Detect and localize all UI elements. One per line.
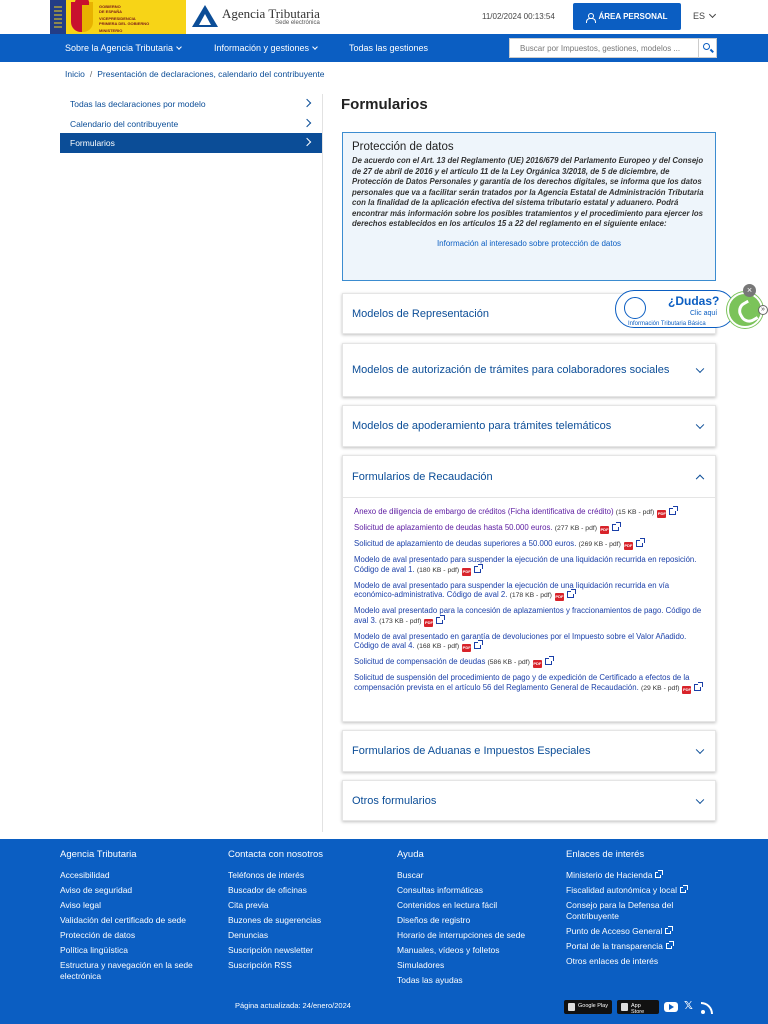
- agencia-logo-icon: [192, 5, 218, 29]
- chevron-down-icon: [176, 44, 182, 50]
- footer-link[interactable]: Simuladores: [397, 960, 445, 970]
- doc-link[interactable]: Solicitud de aplazamiento de deudas superiores a 50.000 euros. (269 KB - pdf) PDF: [354, 539, 703, 550]
- shield-icon: [71, 2, 93, 32]
- dudas-title: ¿Dudas?: [668, 294, 720, 308]
- doc-link[interactable]: Modelo de aval presentado en garantía de devoluciones por el Impuesto sobre el Valor Añadido. Código de aval 4. (168 KB - pdf) PDF: [354, 631, 687, 650]
- doc-link[interactable]: Solicitud de compensación de deudas (586 KB - pdf) PDF: [354, 657, 703, 668]
- datetime: 11/02/2024 00:13:54: [482, 12, 555, 21]
- external-link-icon: [474, 566, 481, 573]
- footer: [0, 839, 768, 1024]
- pdf-icon: PDF: [462, 568, 471, 574]
- external-link-icon: [545, 658, 552, 665]
- footer-link[interactable]: Otros enlaces de interés: [566, 955, 659, 966]
- external-link-icon: [655, 872, 661, 878]
- chevron-right-icon: [303, 99, 311, 107]
- footer-link[interactable]: Buscar: [397, 870, 424, 880]
- footer-link[interactable]: Diseños de registro: [397, 915, 471, 925]
- data-protection-text: De acuerdo con el Art. 13 del Reglamento (UE) 2016/679 del Parlamento Europeo y del Consejo de 27 de abril de 2016 y el artículo 11 de la Ley Orgánica 3/2018, de 5 de diciembre, de Protección de Datos Personales y garantía de los derechos digitales, se informa que los datos personales que va a facilitar serán tratados por la Agencia Estatal de Administración Tributaria con la finalidad de la aplicación efectiva del sistema tributario estatal y aduanero. Podrá encontrar más información sobre los posibles tratamientos y el procedimiento para ejercer los derechos establecidos en los artículos 15 a 22 del reglamento en el siguiente enlace:: [352, 156, 704, 228]
- dudas-bubble[interactable]: [615, 290, 735, 328]
- footer-link[interactable]: Portal de la transparencia: [566, 941, 716, 952]
- assistant-icon: [624, 297, 646, 319]
- breadcrumb-inicio[interactable]: Inicio: [65, 69, 85, 79]
- pdf-icon: PDF: [682, 686, 691, 692]
- footer-link[interactable]: Suscripción newsletter: [228, 945, 314, 955]
- footer-col-title: Agencia Tributaria: [60, 849, 137, 860]
- data-protection-title: Protección de datos: [352, 141, 454, 153]
- gobierno-logo[interactable]: [50, 0, 186, 34]
- external-link-icon: [567, 591, 574, 598]
- user-icon: [586, 13, 594, 21]
- footer-link[interactable]: Aviso de seguridad: [60, 885, 133, 895]
- footer-link[interactable]: Suscripción RSS: [228, 960, 292, 970]
- doc-link[interactable]: Solicitud de suspensión del procedimiento de pago y de expedición de Certificado a efectos de la compensación prevista en el artículo 56 del Reglamento General de Recaudación. (29 KB - pdf) PDF: [354, 673, 703, 694]
- chevron-down-icon: [696, 746, 704, 754]
- chevron-right-icon: [303, 118, 311, 126]
- nav-todas-gestiones[interactable]: Todas las gestiones: [349, 43, 429, 53]
- footer-col-title: Enlaces de interés: [566, 849, 645, 860]
- external-link-icon: [680, 887, 686, 893]
- external-link-icon: [612, 524, 619, 531]
- pdf-icon: PDF: [624, 543, 633, 548]
- chevron-right-icon: [303, 138, 311, 146]
- external-link-icon: [665, 928, 671, 934]
- chevron-down-icon: [709, 11, 716, 18]
- accordion-modelos-autorizacion[interactable]: Modelos de autorización de trámites para colaboradores sociales: [342, 343, 716, 397]
- external-link-icon: [436, 617, 443, 624]
- search-button[interactable]: [699, 38, 717, 58]
- footer-link[interactable]: Contenidos en lectura fácil: [397, 900, 498, 910]
- accordion-otros-formularios[interactable]: Otros formularios: [342, 780, 716, 821]
- doc-link[interactable]: Anexo de diligencia de embargo de créditos (Ficha identificativa de crédito) (15 KB - pdf) PDF: [354, 507, 703, 518]
- accordion-modelos-representacion[interactable]: Modelos de Representación: [342, 293, 716, 334]
- pdf-icon: PDF: [462, 645, 471, 650]
- footer-link[interactable]: Consejo para la Defensa del Contribuyente: [566, 900, 674, 921]
- doc-link[interactable]: Modelo de aval presentado para suspender la ejecución de una liquidación recurrida en reposición. Código de aval 1. (180 KB - pdf) PDF: [354, 555, 697, 574]
- page-title: Formularios: [341, 96, 428, 113]
- data-protection-box: [342, 132, 716, 281]
- footer-col-agencia: [60, 849, 220, 986]
- double-chevron-right-icon[interactable]: »: [758, 305, 768, 315]
- doc-link[interactable]: Solicitud de aplazamiento de deudas hasta 50.000 euros. (277 KB - pdf) PDF: [354, 523, 703, 534]
- accordion-formularios-recaudacion[interactable]: Formularios de Recaudación Anexo de diligencia de embargo de créditos (Ficha identificativa de crédito) (15 KB - pdf) PDF Solicitud de aplazamiento de deudas hasta 50.000 euros. (277 KB - pdf) PDF Solicitud de aplazamiento de deudas superiores a 50.000 euros. (269 KB - pdf) PDF Modelo de aval presentado para suspender la ejecución de una liquidación recurrida en reposición. Código de aval 1. (180 KB - pdf) PDF Modelo de aval presentado para suspender la ejecución de una liquidación recurrida en vía económico-administrativa. Código de aval 2. (178 KB - pdf) PDF Modelo aval presentado para la concesión de aplazamientos y fraccionamientos de pago. Código de aval 3. (173 KB - pdf) PDF Modelo de aval presentado en garantía de devoluciones por el Impuesto sobre el Valor Añadido. Código de aval 4. (168 KB - pdf) PDF Solicitud de compensación de deudas (586 KB - pdf) PDF Solicitud de suspensión del procedimiento de pago y de expedición de Certificado a efectos de la compensación prevista en el artículo 56 del Reglamento General de Recaudación. (29 KB - pdf) PDF: [342, 455, 716, 722]
- external-link-icon: [669, 508, 676, 515]
- sidebar-item-formularios[interactable]: Formularios: [60, 133, 322, 153]
- chevron-down-icon: [696, 421, 704, 429]
- footer-link[interactable]: Protección de datos: [60, 930, 136, 940]
- x-twitter-icon[interactable]: 𝕏: [684, 1000, 693, 1012]
- rss-icon[interactable]: [701, 1000, 715, 1014]
- brand-subtitle: Sede electrónica: [275, 20, 320, 26]
- footer-link[interactable]: Accesibilidad: [60, 870, 110, 880]
- external-link-icon: [474, 642, 481, 649]
- search-input[interactable]: Buscar por Impuestos, gestiones, modelos ...: [509, 38, 699, 58]
- data-protection-link[interactable]: Información al interesado sobre protección de datos: [436, 238, 622, 248]
- footer-link[interactable]: Fiscalidad autonómica y local: [566, 885, 716, 896]
- footer-link[interactable]: Buzones de sugerencias: [228, 915, 322, 925]
- breadcrumb-presentacion[interactable]: Presentación de declaraciones, calendario del contribuyente: [97, 69, 325, 79]
- sidebar-divider: [322, 94, 323, 832]
- footer-link[interactable]: Aviso legal: [60, 900, 101, 910]
- dudas-help-widget[interactable]: [615, 287, 768, 329]
- brand-title: Agencia Tributaria: [222, 6, 320, 21]
- footer-link[interactable]: Todas las ayudas: [397, 975, 463, 985]
- footer-col-title: Ayuda: [397, 849, 424, 860]
- close-icon[interactable]: ×: [743, 284, 756, 297]
- dudas-subtitle: Información Tributaria Básica: [628, 321, 706, 327]
- flag-icon: [50, 0, 66, 34]
- gobierno-logo-text: GOBIERNO DE ESPAÑA VICEPRESIDENCIA PRIMERA DEL GOBIERNO MINISTERIO: [99, 4, 150, 33]
- nav-sobre-agencia[interactable]: Sobre la Agencia Tributaria: [65, 43, 181, 53]
- agencia-tributaria-logo[interactable]: [192, 5, 320, 29]
- sidebar: [60, 94, 322, 153]
- breadcrumb: Inicio / Presentación de declaraciones, calendario del contribuyente: [65, 69, 325, 79]
- main-nav: [0, 34, 768, 62]
- accordion-aduanas[interactable]: Formularios de Aduanas e Impuestos Especiales: [342, 730, 716, 772]
- footer-col-ayuda: [397, 849, 557, 990]
- footer-link[interactable]: Ministerio de Hacienda: [566, 870, 716, 881]
- accordion-modelos-apoderamiento[interactable]: Modelos de apoderamiento para trámites telemáticos: [342, 405, 716, 447]
- area-personal-button[interactable]: ÁREA PERSONAL: [573, 3, 681, 30]
- page-updated-date: Página actualizada: 24/enero/2024: [235, 1001, 351, 1010]
- external-link-icon: [636, 540, 643, 547]
- pdf-icon: PDF: [600, 527, 609, 532]
- footer-link[interactable]: Consultas informáticas: [397, 885, 483, 895]
- dudas-click: Clic aquí: [690, 310, 718, 317]
- chevron-down-icon: [312, 44, 318, 50]
- google-play-badge[interactable]: Google Play: [564, 1000, 612, 1014]
- footer-col-enlaces: [566, 849, 716, 971]
- pdf-icon: PDF: [657, 511, 666, 516]
- sidebar-item-declaraciones[interactable]: Todas las declaraciones por modelo: [60, 94, 322, 114]
- language-selector[interactable]: ES: [693, 11, 715, 21]
- recaudacion-doc-list: [343, 497, 715, 703]
- top-header: [0, 0, 768, 34]
- external-link-icon: [694, 684, 701, 691]
- pdf-icon: PDF: [555, 594, 564, 599]
- pdf-icon: PDF: [424, 619, 433, 625]
- footer-col-contacta: [228, 849, 388, 975]
- pdf-icon: PDF: [533, 661, 542, 666]
- footer-link[interactable]: Buscador de oficinas: [228, 885, 307, 895]
- footer-link[interactable]: Validación del certificado de sede: [60, 915, 187, 925]
- footer-col-title: Contacta con nosotros: [228, 849, 324, 860]
- footer-link[interactable]: Política lingüística: [60, 945, 129, 955]
- footer-link[interactable]: Teléfonos de interés: [228, 870, 305, 880]
- footer-link[interactable]: Cita previa: [228, 900, 269, 910]
- footer-link[interactable]: Punto de Acceso General: [566, 926, 716, 937]
- chevron-down-icon: [696, 365, 704, 373]
- sidebar-item-calendario[interactable]: Calendario del contribuyente: [60, 114, 322, 134]
- footer-link[interactable]: Denuncias: [228, 930, 269, 940]
- footer-link[interactable]: Estructura y navegación en la sede electrónica: [60, 960, 193, 981]
- footer-link[interactable]: Horario de interrupciones de sede: [397, 930, 526, 940]
- app-store-badge[interactable]: App Store: [617, 1000, 659, 1014]
- footer-link[interactable]: Manuales, vídeos y folletos: [397, 945, 500, 955]
- search-icon: [703, 43, 710, 50]
- chevron-up-icon: [696, 474, 704, 482]
- doc-link[interactable]: Modelo aval presentado para la concesión de aplazamientos y fraccionamientos de pago. Código de aval 3. (173 KB - pdf) PDF: [354, 606, 702, 625]
- doc-link[interactable]: Modelo de aval presentado para suspender la ejecución de una liquidación recurrida en vía económico-administrativa. Código de aval 2. (178 KB - pdf) PDF: [354, 580, 670, 599]
- chevron-down-icon: [696, 795, 704, 803]
- external-link-icon: [666, 943, 672, 949]
- youtube-icon[interactable]: [664, 1002, 678, 1012]
- nav-informacion-gestiones[interactable]: Información y gestiones: [214, 43, 317, 53]
